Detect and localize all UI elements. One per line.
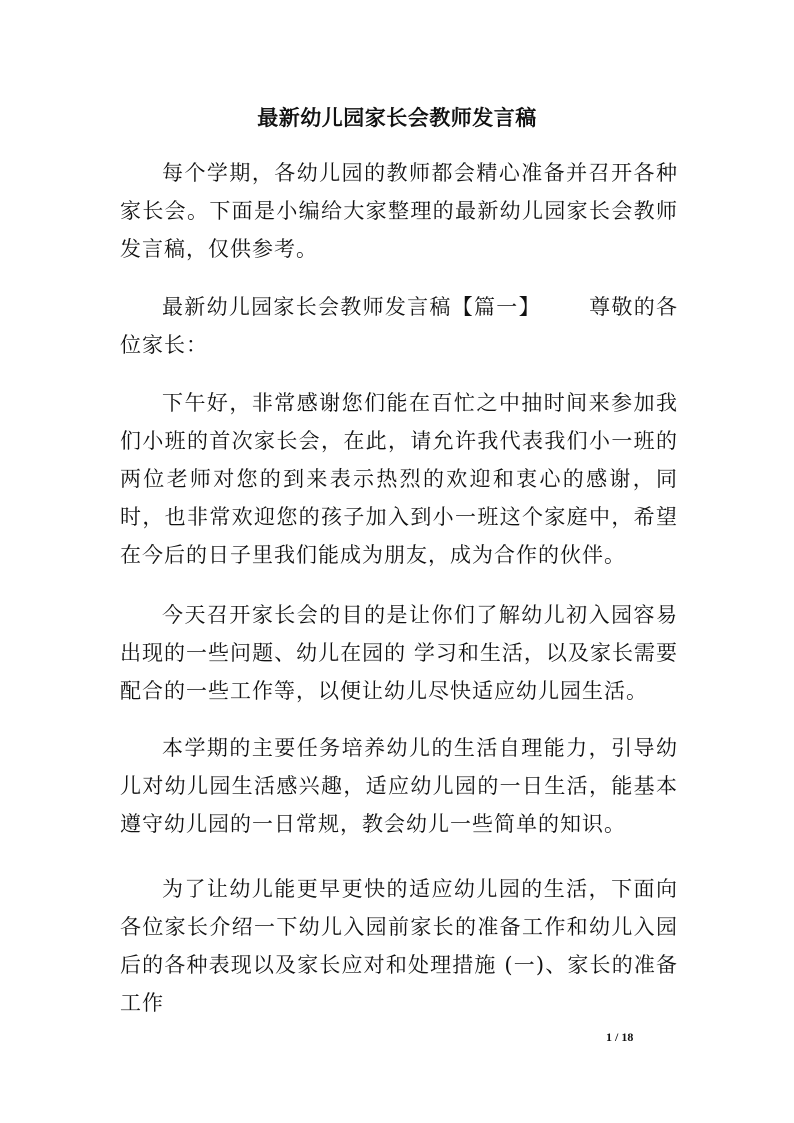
- body-paragraph-preparation: 为了让幼儿能更早更快的适应幼儿园的生活，下面向各位家长介绍一下幼儿入园前家长的准备工作和幼儿入园后的各种表现以及家长应对和处理措施 (一)、家长的准备工作: [120, 877, 678, 1015]
- section-heading-paragraph: [120, 288, 678, 364]
- body-paragraph-tasks: 本学期的主要任务培养幼儿的生活自理能力，引导幼儿对幼儿园生活感兴趣，适应幼儿园的一日生活，能基本遵守幼儿园的一日常规，教会幼儿一些简单的知识。: [120, 736, 678, 836]
- body-paragraph-welcome: 下午好，非常感谢您们能在百忙之中抽时间来参加我们小班的首次家长会，在此，请允许我代表我们小一班的两位老师对您的到来表示热烈的欢迎和衷心的感谢，同时，也非常欢迎您的孩子加入到小一班这个家庭中，希望在今后的日子里我们能成为朋友，成为合作的伙伴。: [120, 391, 678, 567]
- intro-paragraph: 每个学期，各幼儿园的教师都会精心准备并召开各种家长会。下面是小编给大家整理的最新幼儿园家长会教师发言稿，仅供参考。: [120, 161, 678, 261]
- body-paragraph-purpose: 今天召开家长会的目的是让你们了解幼儿初入园容易出现的一些问题、幼儿在园的 学习和生活，以及家长需要配合的一些工作等，以便让幼儿尽快适应幼儿园生活。: [120, 603, 678, 703]
- section-heading: 最新幼儿园家长会教师发言稿【篇一】: [162, 295, 541, 319]
- greeting: 尊敬的各位家长：: [120, 295, 679, 357]
- page-number: 1 / 18: [606, 1030, 634, 1044]
- document-title: 最新幼儿园家长会教师发言稿: [257, 105, 537, 130]
